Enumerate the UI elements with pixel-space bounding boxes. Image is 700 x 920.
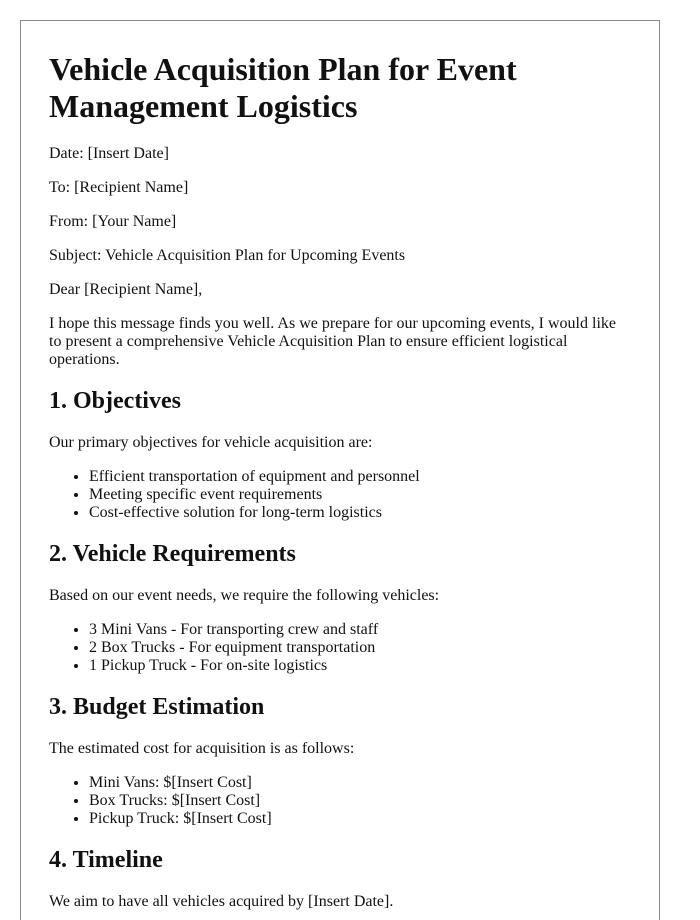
document-title: Vehicle Acquisition Plan for Event Management Logistics [49, 51, 517, 124]
section-heading: 1. Objectives [49, 388, 181, 414]
list-item: • Mini Vans: $[Insert Cost] [89, 774, 631, 792]
list-item: • 3 Mini Vans - For transporting crew and staff [89, 621, 631, 639]
budget-list [49, 774, 631, 828]
section-lead: Our primary objectives for vehicle acquisition are: [49, 434, 373, 451]
list-item: • Pickup Truck: $[Insert Cost] [89, 810, 631, 828]
list-item: • 2 Box Trucks - For equipment transportation [89, 639, 631, 657]
list-item: • Efficient transportation of equipment and personnel [89, 468, 631, 486]
objectives-list [49, 468, 631, 522]
to-line: To: [Recipient Name] [49, 179, 189, 196]
section-vehicle-requirements [49, 540, 631, 675]
intro-paragraph: I hope this message finds you well. As we prepare for our upcoming events, I would like to present a comprehensive Vehicle Acquisition Plan to ensure efficient logistical operations. [49, 315, 616, 368]
section-objectives [49, 387, 631, 522]
date-line: Date: [Insert Date] [49, 145, 169, 162]
letter-page [20, 20, 660, 920]
list-item: • Meeting specific event requirements [89, 486, 631, 504]
list-item: • 1 Pickup Truck - For on-site logistics [89, 657, 631, 675]
vehicle-requirements-list [49, 621, 631, 675]
section-lead: We aim to have all vehicles acquired by [Insert Date]. [49, 893, 394, 910]
from-line: From: [Your Name] [49, 213, 177, 230]
section-budget-estimation [49, 693, 631, 828]
section-heading: 3. Budget Estimation [49, 694, 265, 720]
section-lead: Based on our event needs, we require the following vehicles: [49, 587, 440, 604]
subject-line: Subject: Vehicle Acquisition Plan for Upcoming Events [49, 247, 406, 264]
section-lead: The estimated cost for acquisition is as follows: [49, 740, 355, 757]
list-item: • Cost-effective solution for long-term logistics [89, 504, 631, 522]
salutation: Dear [Recipient Name], [49, 281, 203, 298]
section-heading: 4. Timeline [49, 847, 163, 873]
list-item: • Box Trucks: $[Insert Cost] [89, 792, 631, 810]
section-timeline [49, 846, 631, 911]
section-heading: 2. Vehicle Requirements [49, 541, 296, 567]
